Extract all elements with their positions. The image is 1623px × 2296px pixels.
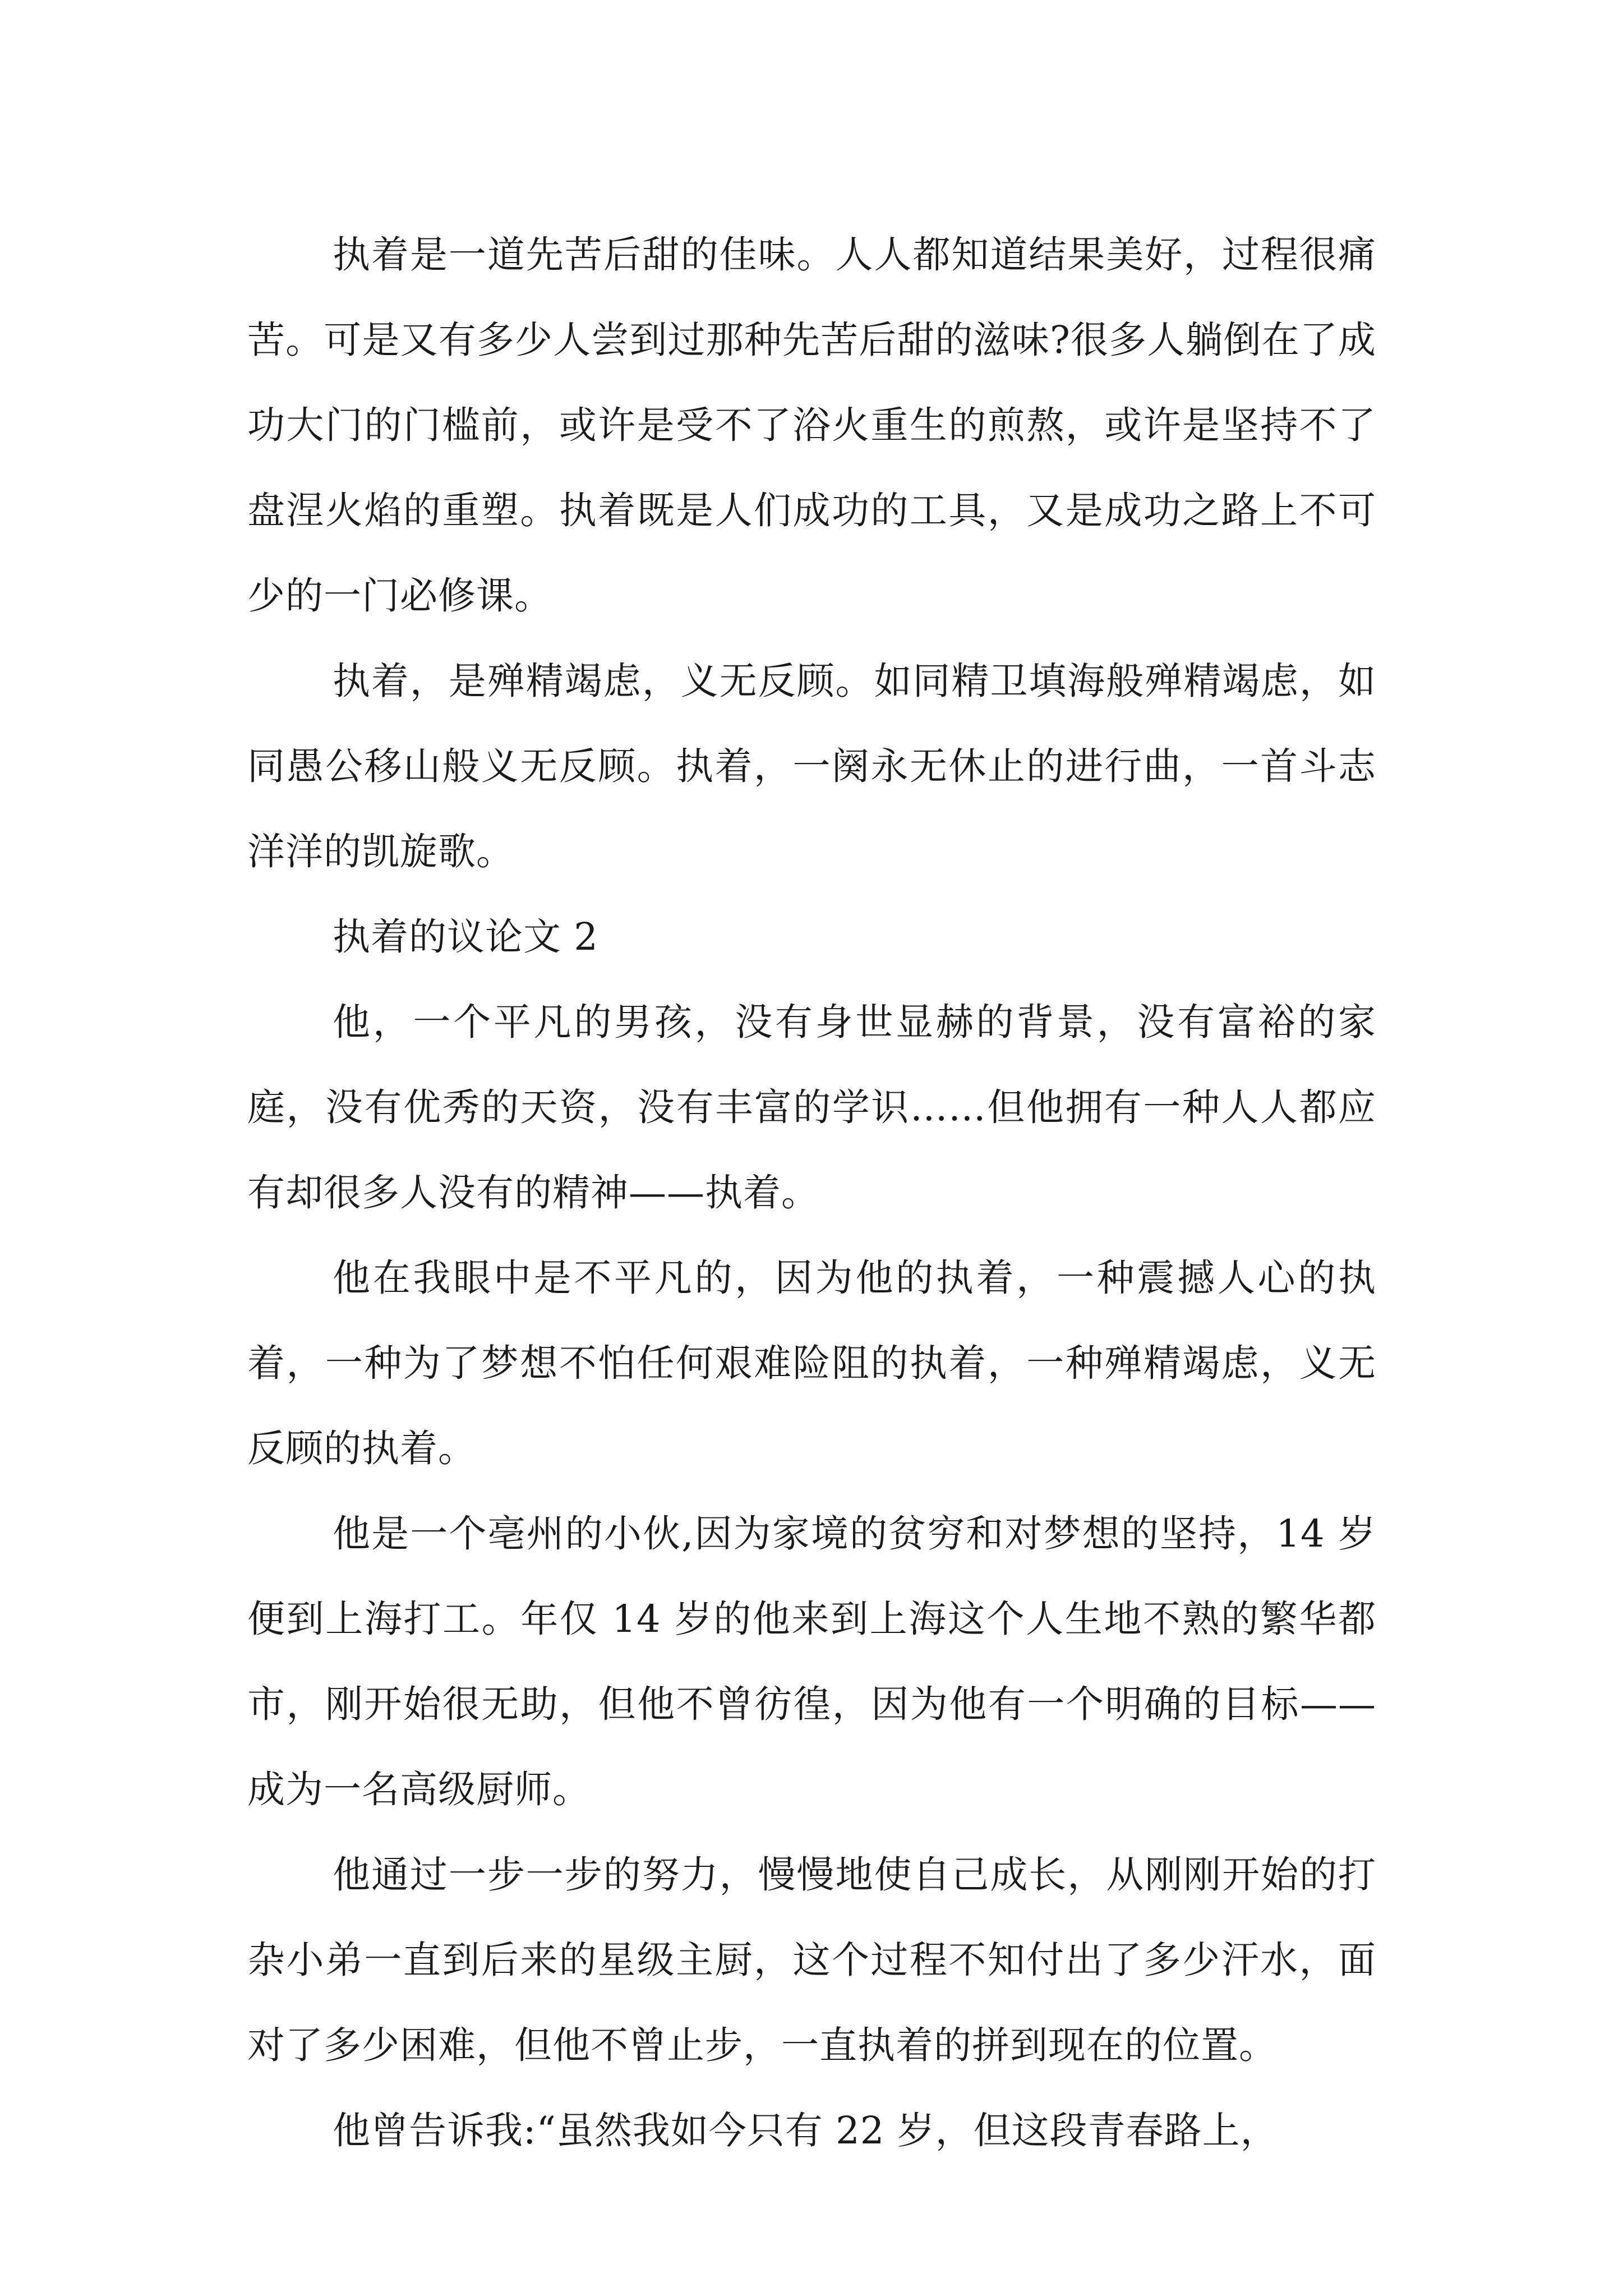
paragraph-6: 他通过一步一步的努力，慢慢地使自己成长，从刚刚开始的打杂小弟一直到后来的星级主厨，这个过程不知付出了多少汗水，面对了多少困难，但他不曾止步，一直执着的拼到现在的位置。 bbox=[247, 1853, 1376, 2067]
paragraph-2: 执着，是殚精竭虑，义无反顾。如同精卫填海般殚精竭虑，如同愚公移山般义无反顾。执着，一阕永无休止的进行曲，一首斗志洋洋的凯旋歌。 bbox=[247, 659, 1376, 873]
paragraph-1: 执着是一道先苦后甜的佳味。人人都知道结果美好，过程很痛苦。可是又有多少人尝到过那种先苦后甜的滋味?很多人躺倒在了成功大门的门槛前，或许是受不了浴火重生的煎熬，或许是坚持不了盘涅火焰的重塑。执着既是人们成功的工具，又是成功之路上不可少的一门必修课。 bbox=[247, 233, 1376, 618]
paragraph-5: 他是一个亳州的小伙,因为家境的贫穷和对梦想的坚持，14 岁便到上海打工。年仅 14 岁的他来到上海这个人生地不熟的繁华都市，刚开始很无助，但他不曾彷徨，因为他有一个明确的目标——成为一名高级厨师。 bbox=[247, 1512, 1376, 1811]
paragraph-4: 他在我眼中是不平凡的，因为他的执着，一种震撼人心的执着，一种为了梦想不怕任何艰难险阻的执着，一种殚精竭虑，义无反顾的执着。 bbox=[247, 1256, 1376, 1470]
document-body bbox=[247, 212, 1376, 2173]
paragraph-7: 他曾告诉我:“虽然我如今只有 22 岁，但这段青春路上， bbox=[333, 2109, 1279, 2152]
section-heading: 执着的议论文 2 bbox=[333, 915, 598, 959]
paragraph-3: 他，一个平凡的男孩，没有身世显赫的背景，没有富裕的家庭，没有优秀的天资，没有丰富的学识……但他拥有一种人人都应有却很多人没有的精神——执着。 bbox=[247, 1000, 1376, 1214]
